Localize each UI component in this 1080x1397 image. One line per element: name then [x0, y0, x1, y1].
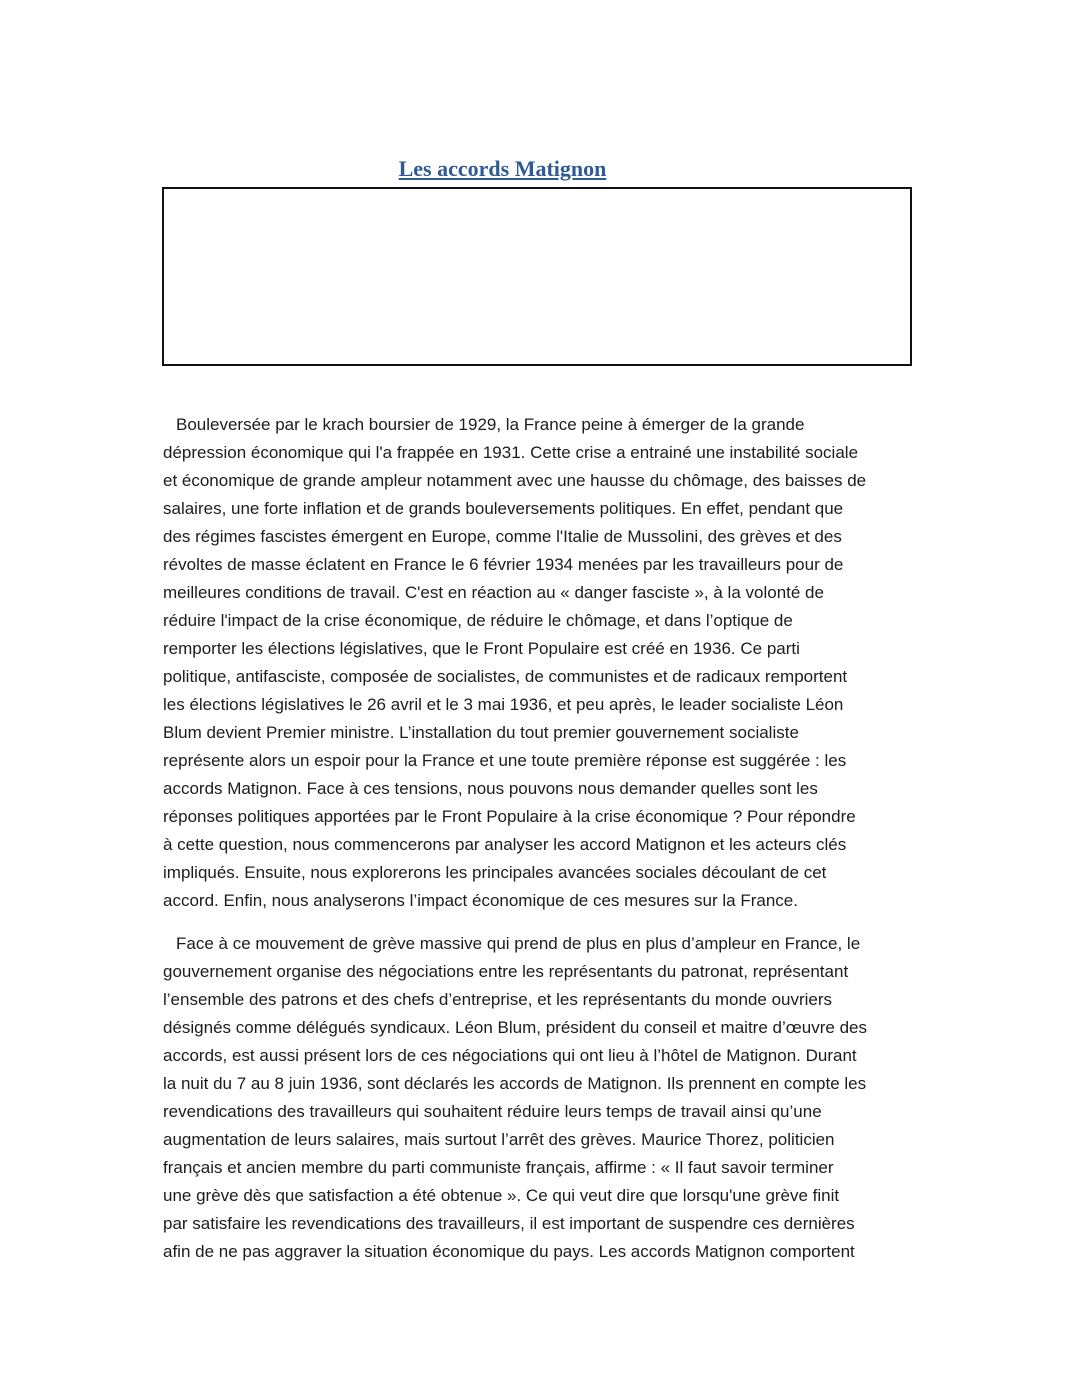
- paragraph-line: révoltes de masse éclatent en France le 6 février 1934 menées par les travailleurs pour de: [163, 555, 844, 574]
- paragraph-line: accords Matignon. Face à ces tensions, nous pouvons nous demander quelles sont les: [163, 779, 818, 798]
- paragraph-line: gouvernement organise des négociations entre les représentants du patronat, représentant: [163, 962, 849, 981]
- paragraph-line: revendications des travailleurs qui souhaitent réduire leurs temps de travail ainsi qu’une: [163, 1102, 822, 1121]
- paragraph-negotiations: [163, 930, 918, 1266]
- paragraph-line: et économique de grande ampleur notamment avec une hausse du chômage, des baisses de: [163, 471, 867, 490]
- paragraph-line: désignés comme délégués syndicaux. Léon Blum, président du conseil et maitre d’œuvre des: [163, 1018, 867, 1037]
- paragraph-line: accords, est aussi présent lors de ces négociations qui ont lieu à l’hôtel de Matignon. Durant: [163, 1046, 857, 1065]
- paragraph-line: les élections législatives le 26 avril et le 3 mai 1936, et peu après, le leader socialiste Léon: [163, 695, 844, 714]
- paragraph-line: impliqués. Ensuite, nous explorerons les principales avancées sociales découlant de cet: [163, 863, 827, 882]
- paragraph-line: Face à ce mouvement de grève massive qui prend de plus en plus d’ampleur en France, le: [176, 934, 861, 953]
- paragraph-line: réduire l'impact de la crise économique, de réduire le chômage, et dans l’optique de: [163, 611, 793, 630]
- paragraph-line: Bouleversée par le krach boursier de 1929, la France peine à émerger de la grande: [176, 415, 805, 434]
- paragraph-line: dépression économique qui l'a frappée en 1931. Cette crise a entrainé une instabilité sociale: [163, 443, 859, 462]
- paragraph-line: à cette question, nous commencerons par analyser les accord Matignon et les acteurs clés: [163, 835, 847, 854]
- paragraph-line: l’ensemble des patrons et des chefs d’entreprise, et les représentants du monde ouvriers: [163, 990, 833, 1009]
- paragraph-line: représente alors un espoir pour la France et une toute première réponse est suggérée : les: [163, 751, 847, 770]
- paragraph-line: la nuit du 7 au 8 juin 1936, sont déclarés les accords de Matignon. Ils prennent en compte les: [163, 1074, 867, 1093]
- empty-bordered-box: [162, 187, 912, 366]
- paragraph-line: afin de ne pas aggraver la situation économique du pays. Les accords Matignon comportent: [163, 1242, 855, 1261]
- paragraph-line: par satisfaire les revendications des travailleurs, il est important de suspendre ces dernières: [163, 1214, 855, 1233]
- paragraph-line: politique, antifasciste, composée de socialistes, de communistes et de radicaux remportent: [163, 667, 848, 686]
- paragraph-line: français et ancien membre du parti communiste français, affirme : « Il faut savoir terminer: [163, 1158, 834, 1177]
- paragraph-line: des régimes fascistes émergent en Europe, comme l'Italie de Mussolini, des grèves et des: [163, 527, 842, 546]
- document-title: Les accords Matignon: [398, 156, 607, 181]
- paragraph-line: réponses politiques apportées par le Front Populaire à la crise économique ? Pour répondre: [163, 807, 856, 826]
- paragraph-line: une grève dès que satisfaction a été obtenue ». Ce qui veut dire que lorsqu'une grève finit: [163, 1186, 840, 1205]
- paragraph-line: salaires, une forte inflation et de grands bouleversements politiques. En effet, pendant que: [163, 499, 844, 518]
- paragraph-line: augmentation de leurs salaires, mais surtout l’arrêt des grèves. Maurice Thorez, politicien: [163, 1130, 835, 1149]
- paragraph-introduction: [163, 411, 918, 915]
- paragraph-line: remporter les élections législatives, que le Front Populaire est créé en 1936. Ce parti: [163, 639, 800, 658]
- paragraph-line: meilleures conditions de travail. C'est en réaction au « danger fasciste », à la volonté de: [163, 583, 824, 602]
- paragraph-line: accord. Enfin, nous analyserons l’impact économique de ces mesures sur la France.: [163, 891, 798, 910]
- paragraph-line: Blum devient Premier ministre. L’installation du tout premier gouvernement socialiste: [163, 723, 799, 742]
